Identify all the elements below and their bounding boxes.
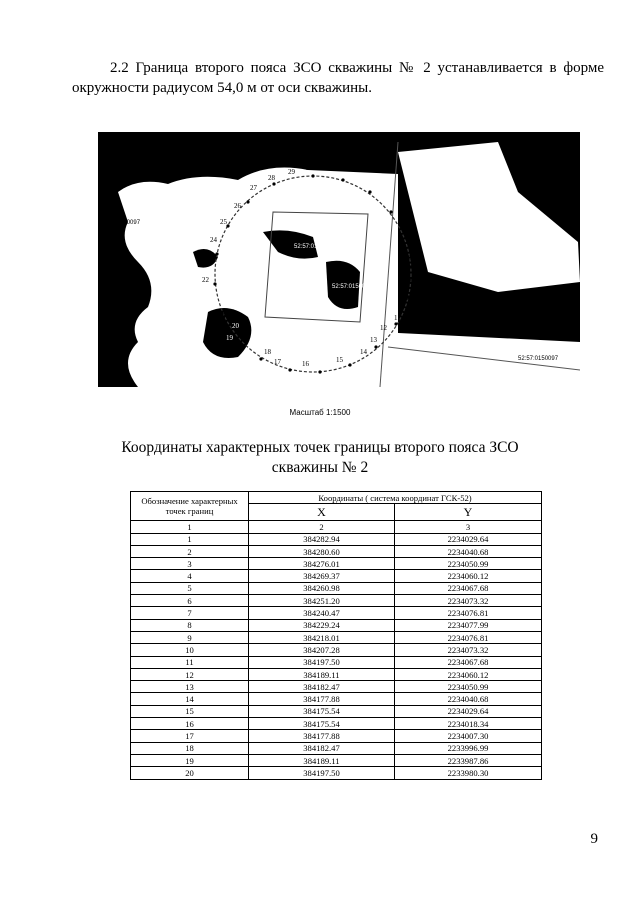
- table-row: [131, 668, 542, 680]
- point-number-cell: 6: [131, 595, 249, 607]
- map-label: 25: [220, 218, 227, 226]
- map-label: 26: [234, 202, 241, 210]
- table-title-line-1: Координаты характерных точек границы второго пояса ЗСО: [121, 439, 519, 456]
- intro-line-2: окружности радиусом 54,0 м от оси скважины.: [72, 80, 372, 96]
- point-number-cell: 11: [131, 656, 249, 668]
- x-coordinate-cell: 384182.47: [249, 681, 395, 693]
- table-row: [131, 558, 542, 570]
- table-row: [131, 742, 542, 754]
- page-number: 9: [590, 831, 598, 847]
- y-coordinate-cell: 2234029.64: [395, 705, 542, 717]
- y-coordinate-cell: 2234076.81: [395, 631, 542, 643]
- x-coordinate-cell: 384177.88: [249, 693, 395, 705]
- map-label: 21: [222, 312, 229, 320]
- point-number-cell: 16: [131, 718, 249, 730]
- column-number: 3: [395, 521, 542, 533]
- parcel-label-left: 52:57:0150097: [100, 220, 141, 226]
- header-point: Обозначение характерных точек границ: [131, 492, 249, 521]
- y-coordinate-cell: 2234076.81: [395, 607, 542, 619]
- table-row: [131, 644, 542, 656]
- point-number-cell: 1: [131, 533, 249, 545]
- table-row: [131, 545, 542, 557]
- x-coordinate-cell: 384218.01: [249, 631, 395, 643]
- x-coordinate-cell: 384189.11: [249, 668, 395, 680]
- point-number-cell: 18: [131, 742, 249, 754]
- map-label: 29: [288, 168, 295, 176]
- y-coordinate-cell: 2233987.86: [395, 754, 542, 766]
- y-coordinate-cell: 2234018.34: [395, 718, 542, 730]
- table-body: [131, 533, 542, 779]
- map-label: 12: [380, 324, 387, 332]
- point-number-cell: 7: [131, 607, 249, 619]
- x-coordinate-cell: 384251.20: [249, 595, 395, 607]
- y-coordinate-cell: 2234029.64: [395, 533, 542, 545]
- point-number-cell: 17: [131, 730, 249, 742]
- map-label: 14: [360, 348, 367, 356]
- table-row: [131, 730, 542, 742]
- table-title: [120, 438, 520, 478]
- point-number-cell: 14: [131, 693, 249, 705]
- point-number-cell: 8: [131, 619, 249, 631]
- table-row: [131, 631, 542, 643]
- y-coordinate-cell: 2234060.12: [395, 570, 542, 582]
- table-title-line-2: скважины № 2: [271, 459, 369, 476]
- header-y: Y: [395, 504, 542, 521]
- inner-parcel-label: 52:57:0150097:51: [294, 244, 343, 250]
- x-coordinate-cell: 384240.47: [249, 607, 395, 619]
- y-coordinate-cell: 2234050.99: [395, 558, 542, 570]
- table-row: [131, 570, 542, 582]
- table-row: [131, 718, 542, 730]
- map-label: 10: [406, 294, 413, 302]
- parcel-label-right: 52:57:0150097: [518, 356, 559, 362]
- map-label: 13: [370, 336, 377, 344]
- column-number: 2: [249, 521, 395, 533]
- map-drawing: [98, 132, 580, 387]
- y-coordinate-cell: 2234067.68: [395, 656, 542, 668]
- map-label: 23: [204, 254, 211, 262]
- x-coordinate-cell: 384189.11: [249, 754, 395, 766]
- table-row: [131, 607, 542, 619]
- point-number-cell: 4: [131, 570, 249, 582]
- y-coordinate-cell: 2234060.12: [395, 668, 542, 680]
- x-coordinate-cell: 384260.98: [249, 582, 395, 594]
- point-number-cell: 10: [131, 644, 249, 656]
- table-row: [131, 582, 542, 594]
- y-coordinate-cell: 2234040.68: [395, 545, 542, 557]
- header-coords: Координаты ( система координат ГСК-52): [249, 492, 542, 504]
- table-row: [131, 767, 542, 779]
- point-number-cell: 15: [131, 705, 249, 717]
- x-coordinate-cell: 384182.47: [249, 742, 395, 754]
- header-x: X: [249, 504, 395, 521]
- x-coordinate-cell: 384177.88: [249, 730, 395, 742]
- map-label: 15: [336, 356, 343, 364]
- map-label: 24: [210, 236, 217, 244]
- table-row: [131, 533, 542, 545]
- map-label: 19: [226, 334, 233, 342]
- map-label: 27: [250, 184, 257, 192]
- table-row: [131, 693, 542, 705]
- x-coordinate-cell: 384197.50: [249, 656, 395, 668]
- x-coordinate-cell: 384282.94: [249, 533, 395, 545]
- point-number-cell: 9: [131, 631, 249, 643]
- map-label: 9: [408, 276, 412, 284]
- table-row: [131, 595, 542, 607]
- map-label: 8: [408, 254, 412, 262]
- y-coordinate-cell: 2233980.30: [395, 767, 542, 779]
- map-label: 11: [394, 314, 401, 322]
- y-coordinate-cell: 2234067.68: [395, 582, 542, 594]
- x-coordinate-cell: 384276.01: [249, 558, 395, 570]
- point-number-cell: 3: [131, 558, 249, 570]
- y-coordinate-cell: 2234073.32: [395, 644, 542, 656]
- map-label: 16: [302, 360, 309, 368]
- map-scale: Масштаб 1:1500: [289, 408, 351, 417]
- x-coordinate-cell: 384269.37: [249, 570, 395, 582]
- map-label: 17: [274, 358, 281, 366]
- table-row: [131, 681, 542, 693]
- table-row: [131, 754, 542, 766]
- y-coordinate-cell: 2234007.30: [395, 730, 542, 742]
- x-coordinate-cell: 384280.60: [249, 545, 395, 557]
- coordinates-table: [130, 491, 542, 780]
- y-coordinate-cell: 2234050.99: [395, 681, 542, 693]
- map-label: 20: [232, 322, 239, 330]
- map-label: 28: [268, 174, 275, 182]
- intro-line-1: 2.2 Граница второго пояса ЗСО скважины № 2 устанавливается в форме: [110, 60, 604, 76]
- table-row: [131, 705, 542, 717]
- x-coordinate-cell: 384175.54: [249, 718, 395, 730]
- table-row: [131, 619, 542, 631]
- point-number-cell: 12: [131, 668, 249, 680]
- map-label: 22: [202, 276, 209, 284]
- point-number-cell: 5: [131, 582, 249, 594]
- x-coordinate-cell: 384229.24: [249, 619, 395, 631]
- point-number-cell: 13: [131, 681, 249, 693]
- y-coordinate-cell: 2234077.99: [395, 619, 542, 631]
- map-label: 18: [264, 348, 271, 356]
- y-coordinate-cell: 2233996.99: [395, 742, 542, 754]
- y-coordinate-cell: 2234073.32: [395, 595, 542, 607]
- y-coordinate-cell: 2234040.68: [395, 693, 542, 705]
- x-coordinate-cell: 384175.54: [249, 705, 395, 717]
- x-coordinate-cell: 384207.28: [249, 644, 395, 656]
- column-number: 1: [131, 521, 249, 533]
- x-coordinate-cell: 384197.50: [249, 767, 395, 779]
- point-number-cell: 19: [131, 754, 249, 766]
- site-map: [98, 132, 580, 387]
- table-row: [131, 656, 542, 668]
- map-label: 30: [306, 164, 313, 172]
- point-number-cell: 20: [131, 767, 249, 779]
- intro-paragraph: [72, 58, 604, 98]
- point-number-cell: 2: [131, 545, 249, 557]
- inner-parcel-label-2: 52:57:0150097:51: [332, 284, 381, 290]
